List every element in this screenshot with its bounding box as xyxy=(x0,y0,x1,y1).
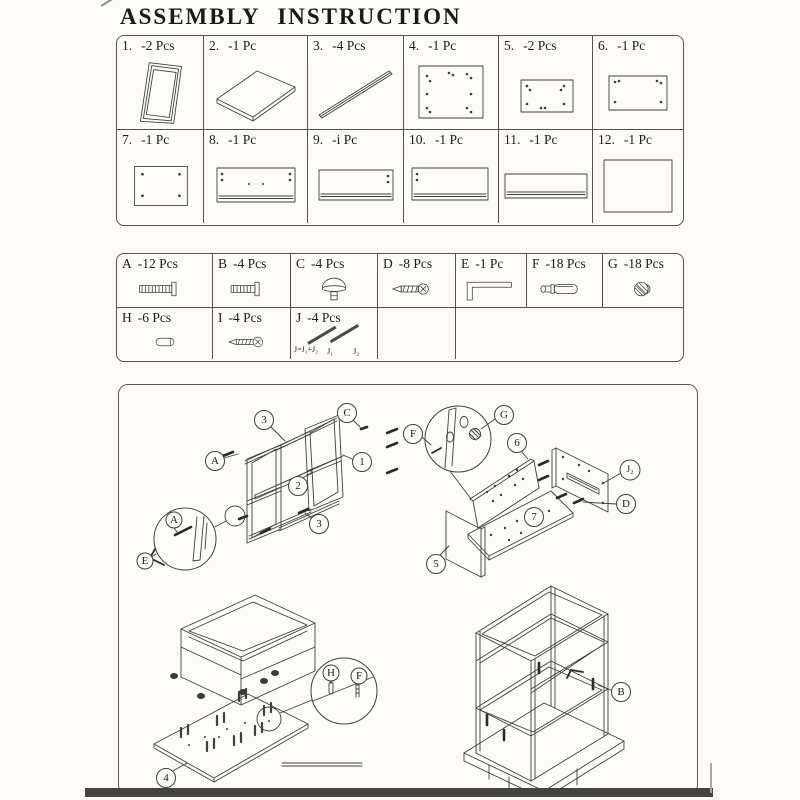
svg-text:E: E xyxy=(141,555,149,567)
hardware-id: F xyxy=(532,256,540,271)
screw-icon xyxy=(378,272,455,306)
hardware-id: B xyxy=(218,256,228,271)
callout-h xyxy=(323,665,339,681)
callout-4 xyxy=(157,769,176,788)
svg-text:3: 3 xyxy=(316,518,322,530)
part-cell-12 xyxy=(593,130,683,223)
svg-text:A: A xyxy=(211,455,219,467)
hardware-id: A xyxy=(122,256,132,271)
callout-d xyxy=(617,495,636,514)
hardware-id: I xyxy=(218,310,223,325)
svg-text:5: 5 xyxy=(433,558,439,570)
svg-text:C: C xyxy=(343,407,351,419)
callout-5 xyxy=(427,555,446,574)
svg-text:F: F xyxy=(355,670,363,682)
part-number: 1. xyxy=(122,38,133,53)
callout-f xyxy=(404,425,423,444)
bolt-short-icon xyxy=(213,272,290,306)
part-cell-1 xyxy=(117,36,204,130)
hardware-id: D xyxy=(383,256,393,271)
part-cell-10 xyxy=(404,130,499,223)
part-cell-2 xyxy=(204,36,308,130)
hardware-qty: -8 Pcs xyxy=(398,256,433,271)
part-number: 3. xyxy=(313,38,324,53)
hardware-qty: -18 Pcs xyxy=(545,256,586,271)
part-number: 11. xyxy=(504,132,521,147)
hardware-id: G xyxy=(608,256,618,271)
part-cell-9 xyxy=(308,130,404,223)
callout-3-bottom xyxy=(310,515,329,534)
hardware-cell-h xyxy=(117,308,213,359)
part-number: 7. xyxy=(122,132,133,147)
hardware-cell-f xyxy=(527,254,603,308)
hardware-qty: -4 Pcs xyxy=(311,256,345,271)
svg-text:G: G xyxy=(500,409,508,421)
hardware-qty: -4 Pcs xyxy=(233,256,267,271)
hardware-cell-c xyxy=(291,254,378,308)
rail-holes-right-icon xyxy=(311,154,401,220)
callout-6 xyxy=(508,434,527,453)
glide-foot-icon xyxy=(294,271,374,307)
rods-pair-icon xyxy=(294,321,374,347)
hardware-qty: -4 Pcs xyxy=(307,310,341,325)
board-plain-icon xyxy=(594,154,682,220)
assembly-diagram xyxy=(119,385,697,794)
rod-j2-label: J₂ xyxy=(353,346,360,356)
scan-edge-line xyxy=(710,763,712,793)
hardware-qty: -18 Pcs xyxy=(623,256,664,271)
hardware-cell-b xyxy=(213,254,291,308)
small-panel-holes-icon xyxy=(501,60,591,126)
scan-edge-bar xyxy=(85,788,713,797)
callout-7 xyxy=(525,508,544,527)
flat-board-icon xyxy=(211,59,301,127)
rod-formula-note: J=J₁+J₂ xyxy=(294,345,318,354)
callout-f-detail xyxy=(351,668,367,684)
part-qty: -1 Pc xyxy=(434,132,463,147)
panel-holes-wide-icon xyxy=(593,60,683,126)
assembly-diagram-box xyxy=(118,384,698,795)
part-cell-4 xyxy=(404,36,499,130)
part-cell-8 xyxy=(204,130,308,223)
part-qty: -1 Pc xyxy=(428,38,457,53)
callout-2 xyxy=(289,477,308,496)
part-number: 12. xyxy=(598,132,615,147)
hardware-cell-d xyxy=(378,254,456,308)
part-qty: -i Pc xyxy=(332,132,358,147)
callout-j2 xyxy=(620,460,640,480)
assembly-step-3-diagram xyxy=(154,595,377,788)
svg-text:3: 3 xyxy=(261,414,267,426)
scan-artifact xyxy=(101,0,115,6)
svg-text:7: 7 xyxy=(531,511,537,523)
hardware-cell-i xyxy=(213,308,291,359)
page-title: ASSEMBLY INSTRUCTION xyxy=(120,4,462,29)
part-qty: -2 Pcs xyxy=(523,38,557,53)
frame-panel-icon xyxy=(117,58,203,128)
rail-holes-both-icon xyxy=(211,154,301,220)
svg-text:4: 4 xyxy=(163,772,169,784)
part-number: 2. xyxy=(209,38,220,53)
rail-holes-left-icon xyxy=(406,154,496,220)
hardware-cell-j xyxy=(291,308,378,359)
svg-text:6: 6 xyxy=(514,437,520,449)
cam-bolt-icon xyxy=(527,272,602,306)
panel-four-holes-icon xyxy=(117,154,203,220)
part-number: 8. xyxy=(209,132,220,147)
hardware-id: E xyxy=(461,256,470,271)
part-qty: -1 Pc xyxy=(228,132,257,147)
assembly-step-2-diagram xyxy=(404,406,641,578)
svg-text:A: A xyxy=(170,514,178,526)
callout-c xyxy=(338,404,357,423)
svg-text:B: B xyxy=(617,686,625,698)
part-number: 6. xyxy=(598,38,609,53)
rail-plain-icon xyxy=(501,154,591,220)
callout-3-top xyxy=(255,411,274,430)
svg-text:F: F xyxy=(409,428,417,440)
part-qty: -2 Pcs xyxy=(141,38,175,53)
svg-text:J₂: J₂ xyxy=(626,465,634,475)
callout-b xyxy=(612,683,631,702)
hardware-id: H xyxy=(122,310,132,325)
callout-g xyxy=(495,406,514,425)
hardware-id: J xyxy=(296,310,302,325)
hardware-cell-a xyxy=(117,254,213,308)
bolt-long-icon xyxy=(125,272,205,306)
part-qty: -1 Pc xyxy=(141,132,170,147)
dowel-icon xyxy=(125,327,205,357)
part-number: 10. xyxy=(409,132,426,147)
part-cell-6 xyxy=(593,36,683,130)
hardware-qty: -1 Pc xyxy=(475,256,504,271)
svg-text:D: D xyxy=(622,498,630,510)
svg-text:H: H xyxy=(327,667,335,679)
hardware-qty: -12 Pcs xyxy=(137,256,178,271)
callout-a-detail xyxy=(166,512,182,528)
long-rod-icon xyxy=(311,59,401,127)
hardware-id: C xyxy=(296,256,306,271)
hardware-qty: -6 Pcs xyxy=(137,310,172,325)
allen-key-icon xyxy=(456,272,526,306)
part-cell-11 xyxy=(499,130,593,223)
screw-long-icon xyxy=(213,327,290,357)
part-qty: -1 Pc xyxy=(529,132,558,147)
hardware-cell-e xyxy=(456,254,527,308)
hardware-table xyxy=(116,253,684,362)
part-qty: -4 Pcs xyxy=(332,38,366,53)
part-number: 9. xyxy=(313,132,324,147)
part-qty: -1 Pc xyxy=(228,38,257,53)
parts-table xyxy=(116,35,684,226)
hardware-qty: -4 Pcs xyxy=(228,310,262,325)
rod-j1-label: J₁ xyxy=(327,346,334,356)
svg-text:2: 2 xyxy=(295,480,301,492)
part-qty: -1 Pc xyxy=(623,132,652,147)
part-number: 5. xyxy=(504,38,515,53)
callout-1 xyxy=(353,453,372,472)
hardware-empty-cell xyxy=(378,308,456,359)
panel-with-holes-icon xyxy=(407,60,495,126)
callout-e xyxy=(137,553,153,569)
callout-a xyxy=(206,452,225,471)
assembly-step-4-diagram xyxy=(464,586,631,794)
hardware-empty-cell-wide xyxy=(456,308,683,359)
part-cell-5 xyxy=(499,36,593,130)
assembly-step-1-diagram xyxy=(137,404,397,571)
part-cell-7 xyxy=(117,130,204,223)
part-qty: -1 Pc xyxy=(617,38,646,53)
part-number: 4. xyxy=(409,38,420,53)
svg-text:1: 1 xyxy=(359,456,365,468)
hardware-cell-g xyxy=(603,254,683,308)
cam-lock-icon xyxy=(604,272,682,306)
part-cell-3 xyxy=(308,36,404,130)
